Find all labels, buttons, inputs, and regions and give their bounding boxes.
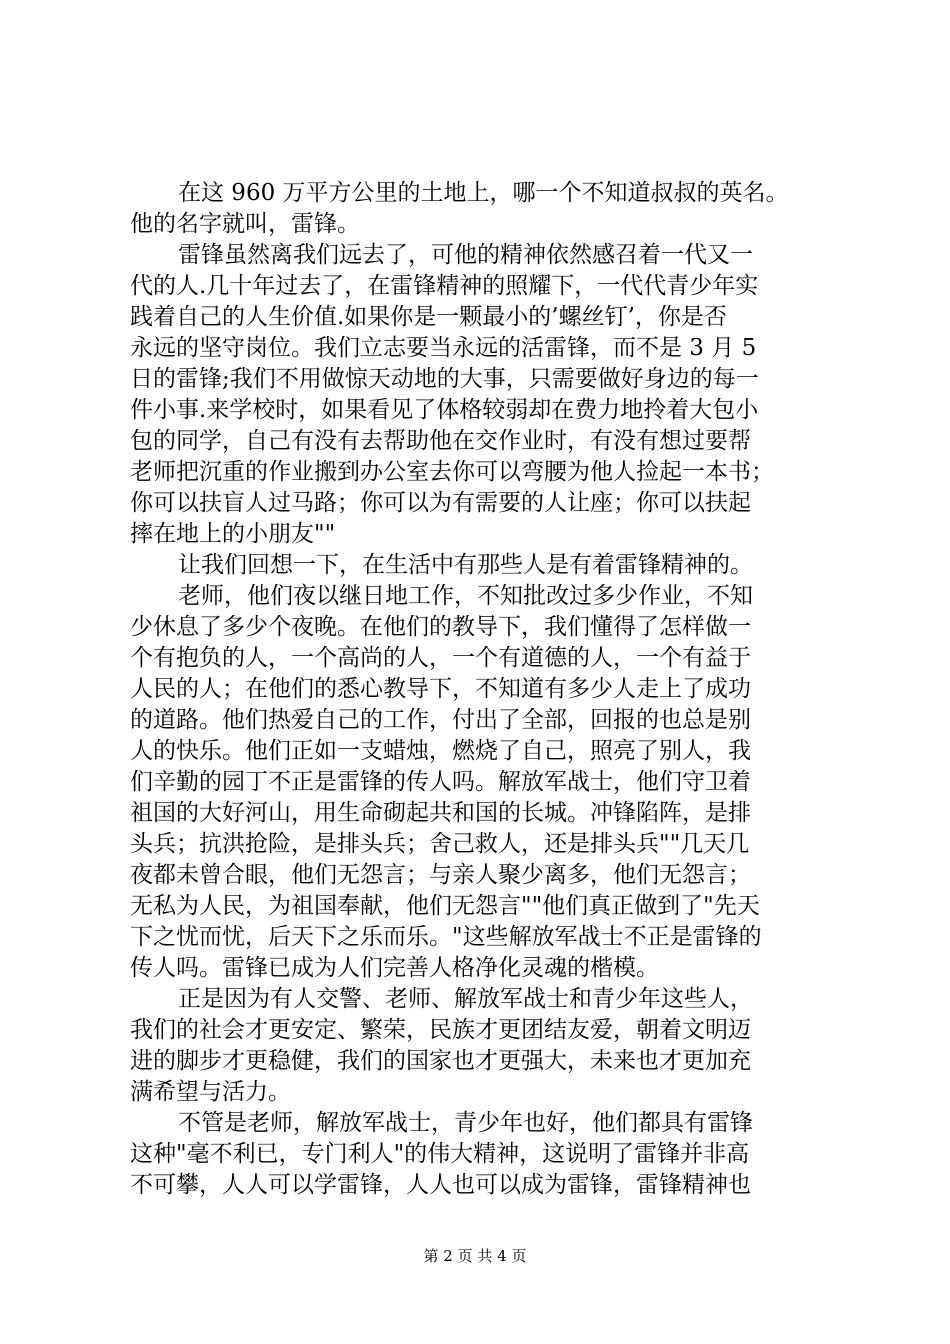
paragraph-4-line-2: 少休息了多少个夜晚。在他们的教导下，我们懂得了怎样做一 bbox=[130, 614, 751, 640]
paragraph-6-line-3: 不可攀，人人可以学雷锋，人人也可以成为雷锋，雷锋精神也 bbox=[130, 1172, 751, 1198]
paragraph-2-line-9: 你可以扶盲人过马路；你可以为有需要的人让座；你可以扶起 bbox=[130, 490, 751, 516]
paragraph-2-line-2: 代的人.几十年过去了，在雷锋精神的照耀下，一代代青少年实 bbox=[130, 273, 759, 299]
paragraph-4-line-11: 无私为人民，为祖国奉献，他们无怨言""他们真正做到了"先天 bbox=[130, 893, 760, 919]
page-footer: 第 2 页 共 4 页 bbox=[423, 1247, 527, 1265]
paragraph-5-line-1: 正是因为有人交警、老师、解放军战士和青少年这些人， bbox=[178, 986, 753, 1012]
paragraph-4-line-7: 们辛勤的园丁不正是雷锋的传人吗。解放军战士，他们守卫着 bbox=[130, 769, 751, 795]
paragraph-2-line-10: 摔在地上的小朋友"" bbox=[130, 521, 336, 547]
paragraph-5-line-3: 进的脚步才更稳健，我们的国家也才更强大，未来也才更加充 bbox=[130, 1048, 751, 1074]
paragraph-3-line-1: 让我们回想一下，在生活中有那些人是有着雷锋精神的。 bbox=[178, 552, 753, 578]
paragraph-2-line-7: 包的同学，自己有没有去帮助他在交作业时，有没有想过要帮 bbox=[130, 428, 751, 454]
paragraph-5-line-4: 满希望与活力。 bbox=[130, 1079, 291, 1105]
paragraph-5-line-2: 我们的社会才更安定、繁荣，民族才更团结友爱，朝着文明迈 bbox=[130, 1017, 751, 1043]
paragraph-4-line-5: 的道路。他们热爱自己的工作，付出了全部，回报的也总是别 bbox=[130, 707, 751, 733]
paragraph-4-line-12: 下之忧而忧，后天下之乐而乐。"这些解放军战士不正是雷锋的 bbox=[130, 924, 762, 950]
paragraph-1-line-1: 在这 960 万平方公里的土地上，哪一个不知道叔叔的英名。 bbox=[178, 180, 789, 206]
paragraph-4-line-10: 夜都未曾合眼，他们无怨言；与亲人聚少离多，他们无怨言； bbox=[130, 862, 751, 888]
paragraph-2-line-8: 老师把沉重的作业搬到办公室去你可以弯腰为他人捡起一本书； bbox=[130, 459, 774, 485]
paragraph-2-line-5: 日的雷锋;我们不用做惊天动地的大事，只需要做好身边的每一 bbox=[130, 366, 759, 392]
paragraph-1-line-2: 他的名字就叫，雷锋。 bbox=[130, 211, 360, 237]
paragraph-4-line-1: 老师，他们夜以继日地工作，不知批改过多少作业，不知 bbox=[178, 583, 753, 609]
paragraph-4-line-3: 个有抱负的人，一个高尚的人，一个有道德的人，一个有益于 bbox=[130, 645, 751, 671]
paragraph-2-line-6: 件小事.来学校时，如果看见了体格较弱却在费力地拎着大包小 bbox=[130, 397, 759, 423]
paragraph-2-line-4: 永远的坚守岗位。我们立志要当永远的活雷锋，而不是 3 月 5 bbox=[130, 335, 757, 361]
paragraph-2-line-1: 雷锋虽然离我们远去了，可他的精神依然感召着一代又一 bbox=[178, 242, 753, 268]
paragraph-4-line-4: 人民的人；在他们的悉心教导下，不知道有多少人走上了成功 bbox=[130, 676, 751, 702]
paragraph-4-line-8: 祖国的大好河山，用生命砌起共和国的长城。冲锋陷阵，是排 bbox=[130, 800, 751, 826]
paragraph-4-line-6: 人的快乐。他们正如一支蜡烛，燃烧了自己，照亮了别人，我 bbox=[130, 738, 751, 764]
paragraph-4-line-13: 传人吗。雷锋已成为人们完善人格净化灵魂的楷模。 bbox=[130, 955, 659, 981]
paragraph-6-line-1: 不管是老师，解放军战士，青少年也好，他们都具有雷锋 bbox=[178, 1110, 753, 1136]
paragraph-6-line-2: 这种"毫不利已，专门利人"的伟大精神，这说明了雷锋并非高 bbox=[130, 1141, 750, 1167]
paragraph-2-line-3: 践着自己的人生价值.如果你是一颗最小的’螺丝钉’，你是否 bbox=[130, 304, 727, 330]
paragraph-4-line-9: 头兵；抗洪抢险，是排头兵；舍己救人，还是排头兵""几天几 bbox=[130, 831, 750, 857]
